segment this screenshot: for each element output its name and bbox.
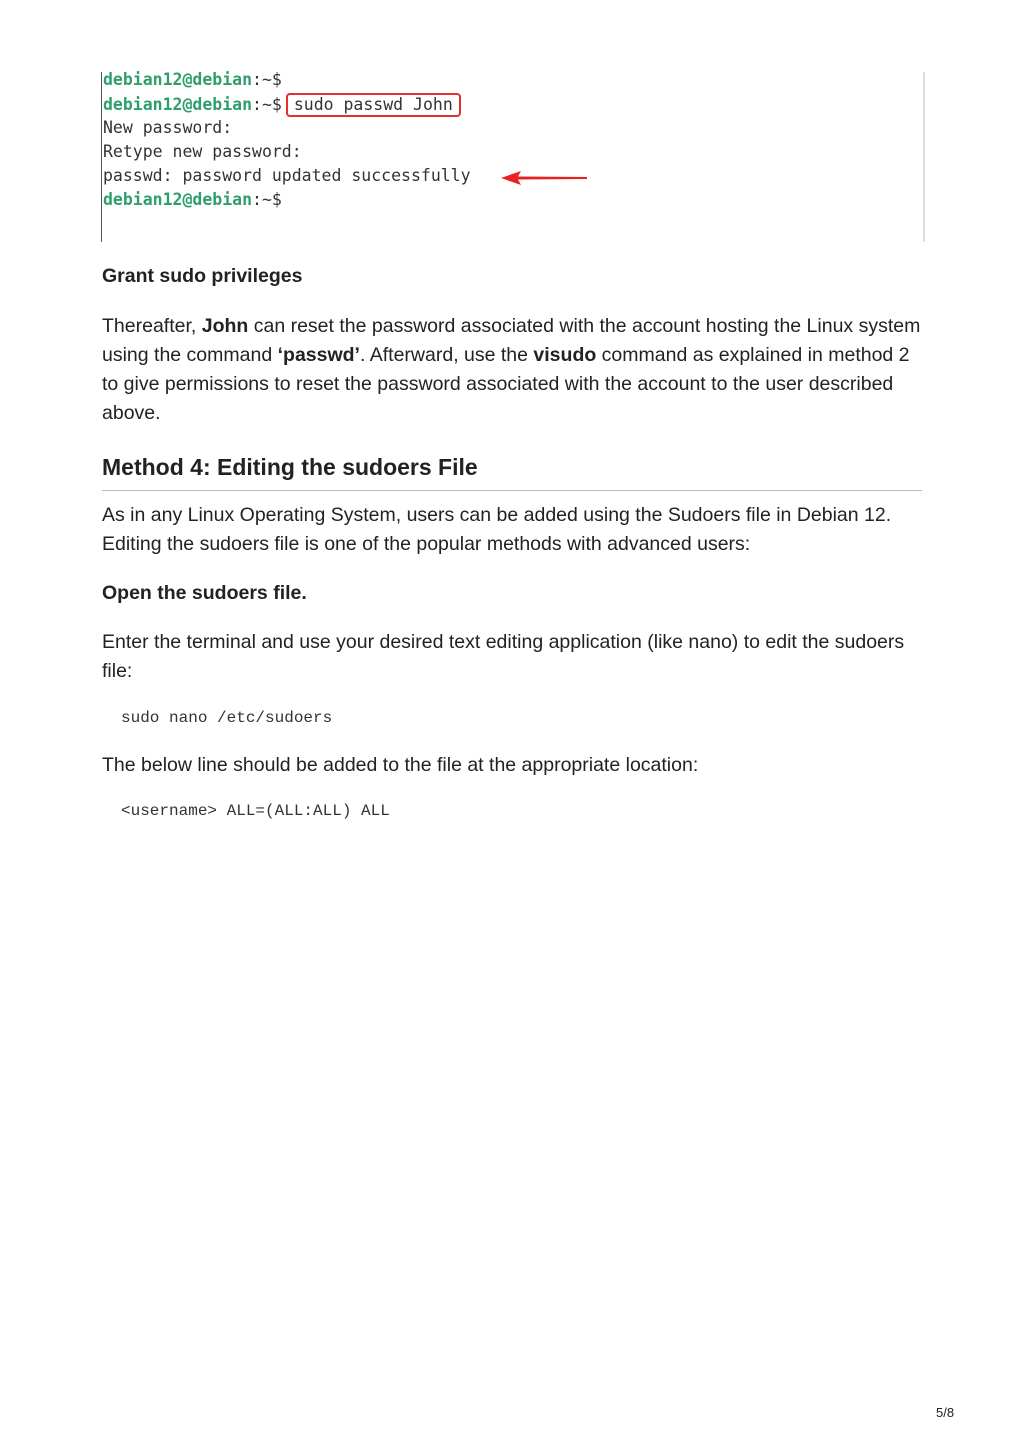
terminal-line-1 xyxy=(103,69,282,91)
page-number: 5/8 xyxy=(936,1405,955,1420)
section-heading-grant-sudo: Grant sudo privileges xyxy=(102,265,303,287)
paragraph-instruction: Enter the terminal and use your desired text editing application (like nano) to edit the sudoers file: xyxy=(102,631,905,682)
prompt-suffix: :~$ xyxy=(252,70,282,89)
red-arrow-icon xyxy=(499,168,589,188)
terminal-line-5: passwd: password updated successfully xyxy=(103,166,471,185)
bold-john: John xyxy=(201,315,249,337)
terminal-line-2 xyxy=(103,93,461,115)
prompt-suffix: :~$ xyxy=(252,95,282,114)
paragraph-below-line: The below line should be added to the file at the appropriate location: xyxy=(102,754,699,776)
terminal-screenshot xyxy=(101,72,925,242)
prompt-user: debian12@debian xyxy=(103,70,253,89)
bold-passwd: ‘passwd’ xyxy=(277,344,360,366)
method-4-heading: Method 4: Editing the sudoers File xyxy=(102,452,922,491)
section-heading-open-sudoers: Open the sudoers file. xyxy=(102,582,307,604)
text: . Afterward, use the xyxy=(359,344,534,366)
terminal-line-4: Retype new password: xyxy=(103,142,302,161)
highlighted-command: sudo passwd John xyxy=(286,93,461,117)
text: can reset the password associated with the account hosting the Linux system using the command xyxy=(102,315,921,366)
code-block-nano: sudo nano /etc/sudoers xyxy=(121,709,333,727)
code-block-username: <username> ALL=(ALL:ALL) ALL xyxy=(121,802,390,820)
text: Thereafter, xyxy=(102,315,202,337)
terminal-line-3: New password: xyxy=(103,118,233,137)
terminal-line-6 xyxy=(103,189,282,211)
prompt-suffix: :~$ xyxy=(252,190,282,209)
prompt-user: debian12@debian xyxy=(103,190,253,209)
text: command as explained in method 2 to give permissions to reset the password associated with the account to the user described above. xyxy=(102,344,910,424)
paragraph-intro: As in any Linux Operating System, users can be added using the Sudoers file in Debian 12. Editing the sudoers file is one of the popular methods with advanced users: xyxy=(102,504,892,555)
paragraph-thereafter xyxy=(102,312,924,428)
bold-visudo: visudo xyxy=(533,344,597,366)
prompt-user: debian12@debian xyxy=(103,95,253,114)
